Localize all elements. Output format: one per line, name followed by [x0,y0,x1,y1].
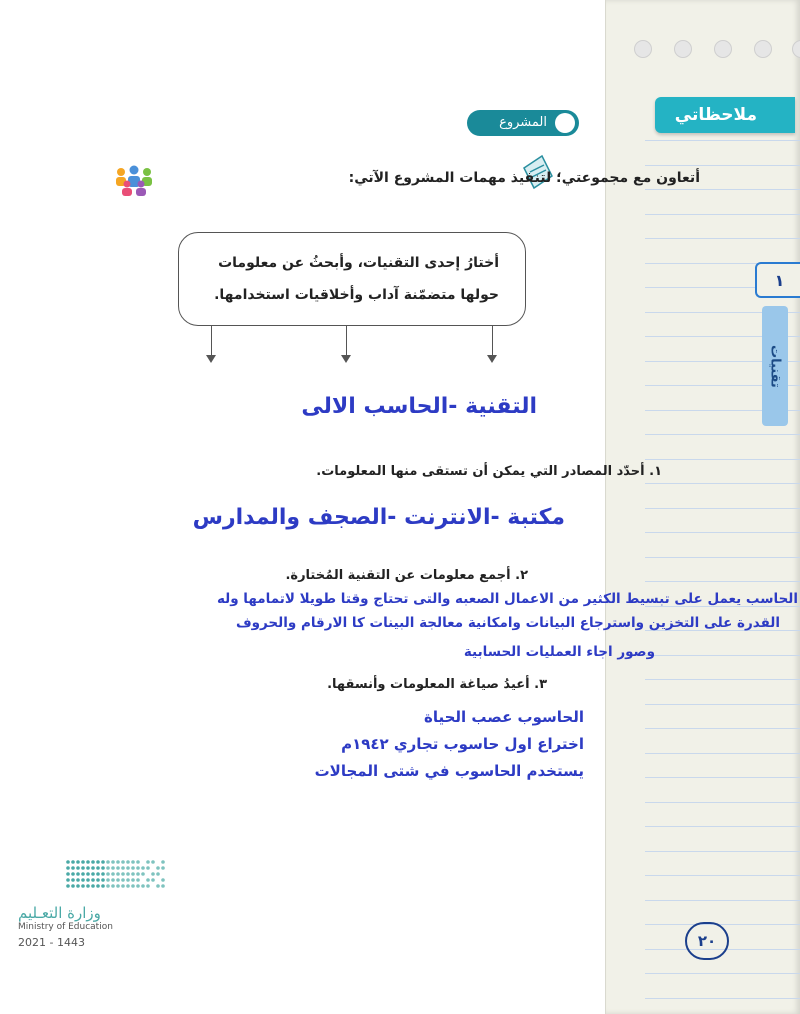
logo-dot [141,866,145,870]
notes-rule-line [645,165,800,166]
notes-rule-line [645,557,800,558]
logo-dot [66,860,70,864]
page-number: ٢٠ [685,922,729,960]
answer-2-line: القدرة على التخزين واسترجاع البيانات وامكانية معالجة البينات كا الارقام والحروف [235,615,780,631]
logo-dot [76,872,80,876]
notes-rule-line [645,434,800,435]
logo-dot [121,860,125,864]
logo-dot [66,866,70,870]
task-line: أختارُ إحدى التقنيات، وأبحثُ عن معلومات [218,255,499,271]
unit-number: ١ [755,262,800,298]
logo-dot [76,866,80,870]
notes-rule-line [645,753,800,754]
notes-rule-line [645,483,800,484]
logo-dot [116,866,120,870]
logo-dot [121,872,125,876]
answer-3-line: الحاسوب عصب الحياة [424,708,584,726]
logo-dot [136,866,140,870]
logo-dot [146,878,150,882]
logo-dot [146,860,150,864]
logo-dot [71,872,75,876]
answer-technology: التقنية -الحاسب الالى [301,394,537,419]
project-pill [467,110,579,136]
notes-rule-line [645,875,800,876]
logo-dot [101,872,105,876]
logo-dot [101,884,105,888]
logo-dot [126,878,130,882]
logo-dot [136,884,140,888]
logo-dot [96,884,100,888]
logo-dot [141,872,145,876]
logo-dot [86,872,90,876]
logo-dot [66,872,70,876]
logo-dot [136,872,140,876]
instruction-text: أتعاون مع مجموعتي؛ لتنفيذ مهمات المشروع الآتي: [348,170,700,186]
logo-dot [71,878,75,882]
logo-dot [116,878,120,882]
logo-dot [146,866,150,870]
binder-hole-icon [754,40,772,58]
notes-rule-line [645,728,800,729]
logo-dot [101,866,105,870]
logo-dot [66,884,70,888]
logo-dot [91,878,95,882]
logo-dot [156,884,160,888]
binder-hole-icon [714,40,732,58]
logo-dot [76,878,80,882]
notes-rule-line [645,581,800,582]
logo-dot [131,860,135,864]
notes-rule-line [645,924,800,925]
notes-rule-line [645,532,800,533]
logo-dot [116,872,120,876]
logo-dot [66,878,70,882]
answer-2-line: الحاسب يعمل على تبسيط الكثير من الاعمال الصعبه والتى تحتاج وقتا طويلا لاتمامها وله [216,591,798,607]
logo-dot [76,884,80,888]
logo-dot [126,872,130,876]
logo-dot [156,872,160,876]
ministry-name-ar: وزارة التعـليم [18,904,101,922]
logo-dot [156,866,160,870]
logo-dot [121,884,125,888]
logo-dot [136,860,140,864]
unit-title-tab: تقنيات [762,306,788,426]
logo-dot [106,860,110,864]
logo-dot [91,884,95,888]
answer-1: مكتبة -الانترنت -الصجف والمدارس [192,505,565,530]
notes-rule-line [645,998,800,999]
logo-dot [81,878,85,882]
binder-hole-icon [634,40,652,58]
logo-dot [116,884,120,888]
arrow-down-icon [211,326,212,356]
question-1: ١. أحدّد المصادر التي يمكن أن تستقى منها المعلومات. [316,464,662,479]
logo-dot [81,866,85,870]
logo-dot [96,860,100,864]
logo-dot [76,860,80,864]
logo-dot [126,884,130,888]
notes-rule-line [645,679,800,680]
logo-dot [111,884,115,888]
logo-dot [91,866,95,870]
logo-dot [106,884,110,888]
logo-dot [101,878,105,882]
notes-rule-line [645,704,800,705]
notes-tab [655,97,795,133]
arrow-down-icon [346,326,347,356]
notes-rule-line [645,802,800,803]
question-3: ٣. أعيدُ صياغة المعلومات وأنسقها. [327,677,547,692]
notes-rule-line [645,973,800,974]
logo-dot [131,878,135,882]
answer-3-line: يستخدم الحاسوب في شتى المجالات [314,762,584,780]
logo-dot [91,860,95,864]
answer-2-line: وصور اجاء العمليات الحسابية [463,644,655,660]
logo-dot [86,860,90,864]
logo-dot [126,866,130,870]
logo-dot [146,884,150,888]
logo-dot [131,866,135,870]
logo-dot [131,872,135,876]
project-label: المشروع [499,115,547,130]
logo-dot [86,866,90,870]
task-line: حولها متضمّنة آداب وأخلاقيات استخدامها. [214,287,499,303]
notes-rule-line [645,189,800,190]
logo-dot [71,884,75,888]
notes-rule-line [645,900,800,901]
logo-dot [151,878,155,882]
logo-dot [161,866,165,870]
notes-rule-line [645,508,800,509]
logo-dot [86,884,90,888]
logo-dot [141,884,145,888]
logo-dot [136,878,140,882]
binder-hole-icon [674,40,692,58]
notes-rule-line [645,214,800,215]
logo-dot [161,860,165,864]
notes-rule-line [645,459,800,460]
logo-dot [111,872,115,876]
logo-dot [71,866,75,870]
question-2: ٢. أجمع معلومات عن التقنية المُختارة. [285,568,528,583]
logo-dot [161,878,165,882]
logo-dot [121,866,125,870]
logo-dot [96,866,100,870]
logo-dot [151,872,155,876]
pill-circle-icon [555,113,575,133]
logo-dot [71,860,75,864]
logo-dot [126,860,130,864]
logo-dot [111,860,115,864]
logo-dot [161,884,165,888]
edition-year: 2021 - 1443 [18,936,85,949]
logo-dot [106,866,110,870]
logo-dot [116,860,120,864]
logo-dot [106,872,110,876]
logo-dot [106,878,110,882]
logo-dot [96,878,100,882]
logo-dot [96,872,100,876]
notes-label: ملاحظاتي [674,105,757,125]
logo-dot [86,878,90,882]
answer-3-line: اختراع اول حاسوب تجاري ١٩٤٢م [341,735,584,753]
logo-dot [111,866,115,870]
task-box [178,232,526,326]
logo-dot [121,878,125,882]
logo-dot [111,878,115,882]
notes-rule-line [645,140,800,141]
logo-dot [81,884,85,888]
notes-rule-line [645,851,800,852]
notes-rule-line [645,655,800,656]
logo-dot [151,860,155,864]
notes-rule-line [645,777,800,778]
logo-dot [81,860,85,864]
logo-dot [81,872,85,876]
logo-dot [101,860,105,864]
logo-dot [131,884,135,888]
ministry-name-en: Ministry of Education [18,922,113,932]
notes-rule-line [645,826,800,827]
people-group-icon [113,164,155,196]
arrow-down-icon [492,326,493,356]
logo-dot [91,872,95,876]
notes-rule-line [645,238,800,239]
